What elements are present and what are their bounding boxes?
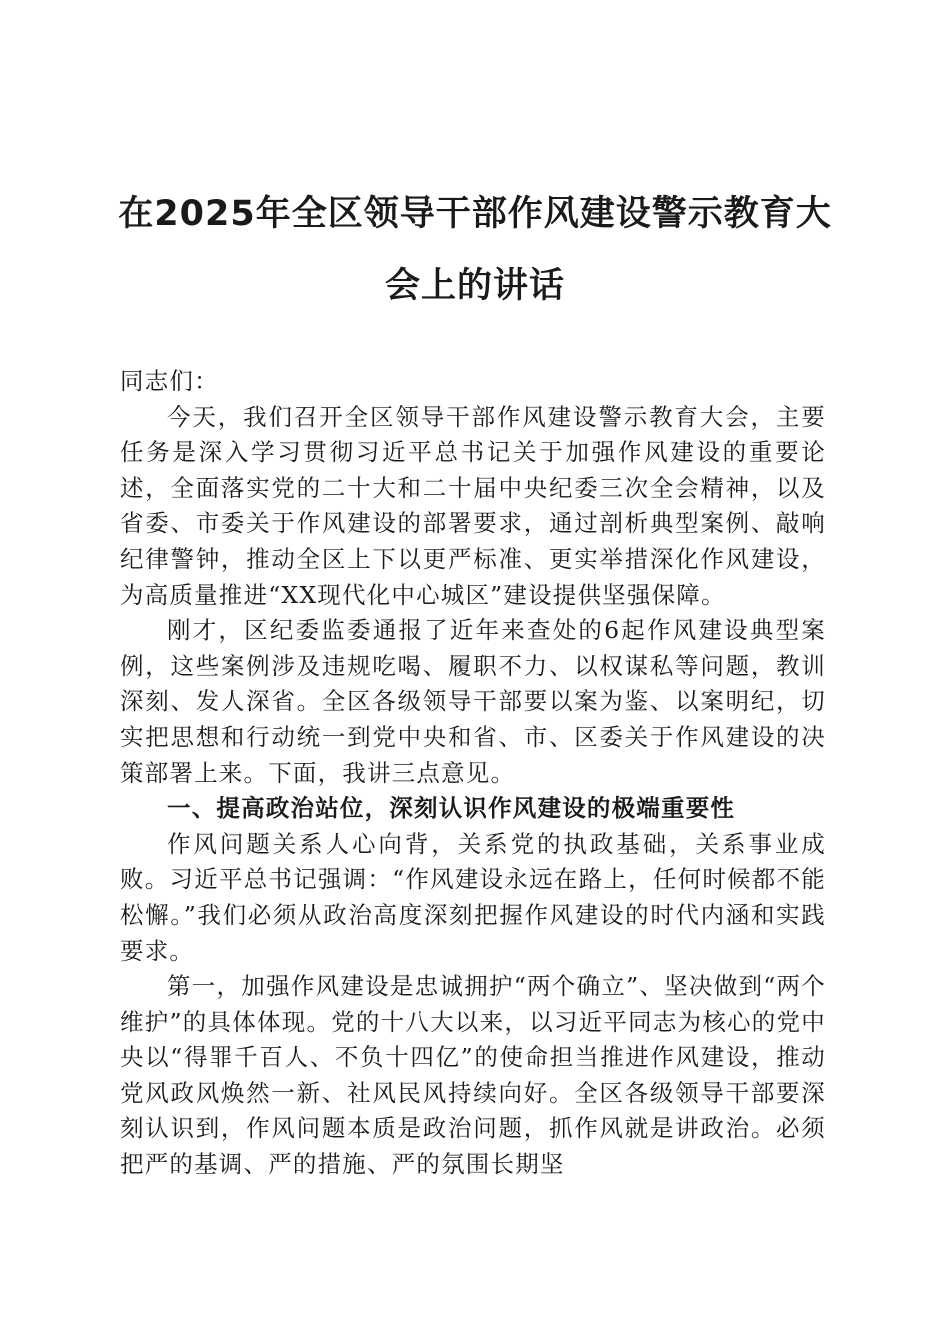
document-body	[120, 364, 826, 1183]
salutation: 同志们：	[120, 367, 219, 395]
paragraph: 第一，加强作风建设是忠诚拥护“两个确立”、坚决做到“两个维护”的具体体现。党的十八大以来，以习近平同志为核心的党中央以“得罪千百人、不负十四亿”的使命担当推进作风建设，推动党风政风焕然一新、社风民风持续向好。全区各级领导干部要深刻认识到，作风问题本质是政治问题，抓作风就是讲政治。必须把严的基调、严的措施、严的氛围长期坚	[120, 972, 826, 1179]
section-heading: 一、提高政治站位，深刻认识作风建设的极端重要性	[167, 794, 736, 823]
title-line-2: 会上的讲话	[384, 266, 565, 306]
title-line-1: 在2025年全区领导干部作风建设警示教育大	[118, 194, 832, 234]
paragraph: 刚才，区纪委监委通报了近年来查处的6起作风建设典型案例，这些案例涉及违规吃喝、履职不力、以权谋私等问题，教训深刻、发人深省。全区各级领导干部要以案为鉴、以案明纪，切实把思想和行动统一到党中央和省、市、区委关于作风建设的决策部署上来。下面，我讲三点意见。	[120, 616, 826, 787]
paragraph: 今天，我们召开全区领导干部作风建设警示教育大会，主要任务是深入学习贯彻习近平总书记关于加强作风建设的重要论述，全面落实党的二十大和二十届中央纪委三次全会精神，以及省委、市委关于作风建设的部署要求，通过剖析典型案例、敲响纪律警钟，推动全区上下以更严标准、更实举措深化作风建设，为高质量推进“XX现代化中心城区”建设提供坚强保障。	[120, 402, 826, 609]
document-title	[110, 178, 840, 322]
paragraph: 作风问题关系人心向背，关系党的执政基础，关系事业成败。习近平总书记强调：“作风建设永远在路上，任何时候都不能松懈。”我们必须从政治高度深刻把握作风建设的时代内涵和实践要求。	[120, 829, 826, 965]
